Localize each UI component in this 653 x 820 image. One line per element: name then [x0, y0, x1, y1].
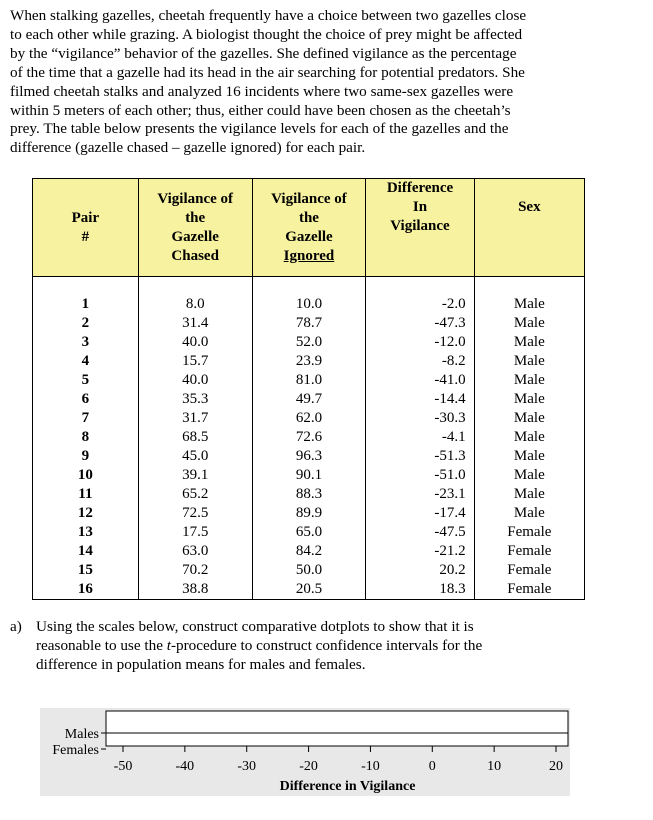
- difference-cell: -51.3: [366, 447, 474, 466]
- ignored-cell: 10.0: [252, 277, 366, 315]
- tick-label: 20: [549, 759, 563, 774]
- header-text: Difference: [386, 180, 454, 196]
- header-text: In: [412, 199, 428, 215]
- header-text: Sex: [518, 199, 541, 215]
- sex-cell: Male: [474, 428, 584, 447]
- ignored-cell: 20.5: [252, 580, 366, 600]
- row-label-females: Females: [52, 743, 99, 758]
- chased-cell: 70.2: [138, 561, 252, 580]
- x-axis-label: Difference in Vigilance: [279, 779, 416, 794]
- difference-cell: 18.3: [366, 580, 474, 600]
- table-row: [33, 277, 585, 315]
- header-text: Ignored: [283, 247, 335, 264]
- chased-cell: 31.4: [138, 314, 252, 333]
- sex-cell: Male: [474, 352, 584, 371]
- ignored-cell: 90.1: [252, 466, 366, 485]
- ignored-cell: 72.6: [252, 428, 366, 447]
- sex-cell: Male: [474, 466, 584, 485]
- intro-line: difference (gazelle chased – gazelle ignored) for each pair.: [10, 139, 366, 157]
- difference-cell: -14.4: [366, 390, 474, 409]
- sex-cell: Female: [474, 561, 584, 580]
- intro-line: within 5 meters of each other; thus, either could have been chosen as the cheetah’s: [10, 101, 511, 119]
- header-pair: [33, 179, 139, 277]
- difference-cell: -17.4: [366, 504, 474, 523]
- sex-cell: Male: [474, 390, 584, 409]
- ignored-cell: 89.9: [252, 504, 366, 523]
- sex-cell: Female: [474, 523, 584, 542]
- table-row: [33, 352, 585, 371]
- pair-cell: 8: [33, 428, 139, 447]
- ignored-cell: 65.0: [252, 523, 366, 542]
- intro-line: When stalking gazelles, cheetah frequently have a choice between two gazelles close: [10, 7, 527, 24]
- ignored-cell: 84.2: [252, 542, 366, 561]
- chased-cell: 8.0: [138, 277, 252, 315]
- chased-cell: 63.0: [138, 542, 252, 561]
- table-row: [33, 428, 585, 447]
- ignored-cell: 78.7: [252, 314, 366, 333]
- question-line: difference in population means for males and females.: [36, 655, 366, 673]
- header-text: the: [298, 209, 319, 226]
- chased-cell: 65.2: [138, 485, 252, 504]
- dotplot-svg: [40, 708, 570, 796]
- vigilance-table: [32, 178, 585, 600]
- header-text: the: [185, 209, 206, 226]
- pair-cell: 9: [33, 447, 139, 466]
- chased-cell: 40.0: [138, 371, 252, 390]
- ignored-cell: 50.0: [252, 561, 366, 580]
- chased-cell: 68.5: [138, 428, 252, 447]
- row-label-males: Males: [64, 727, 99, 742]
- intro-line: filmed cheetah stalks and analyzed 16 incidents where two same-sex gazelles were: [10, 82, 514, 100]
- table-row: [33, 542, 585, 561]
- chased-cell: 17.5: [138, 523, 252, 542]
- header-text: Chased: [171, 247, 219, 264]
- ignored-cell: 81.0: [252, 371, 366, 390]
- table-row: [33, 580, 585, 600]
- pair-cell: 6: [33, 390, 139, 409]
- ignored-cell: 52.0: [252, 333, 366, 352]
- sex-cell: Male: [474, 447, 584, 466]
- intro-line: by the “vigilance” behavior of the gazelles. She defined vigilance as the percentage: [10, 44, 517, 62]
- chased-cell: 15.7: [138, 352, 252, 371]
- ignored-cell: 88.3: [252, 485, 366, 504]
- italic-t: t: [166, 636, 171, 654]
- header-chased: [138, 179, 252, 277]
- pair-cell: 12: [33, 504, 139, 523]
- question-letter: a): [10, 618, 22, 635]
- table-row: [33, 333, 585, 352]
- difference-cell: -21.2: [366, 542, 474, 561]
- tick-label: 0: [428, 759, 436, 774]
- sex-cell: Male: [474, 504, 584, 523]
- sex-cell: Male: [474, 409, 584, 428]
- tick-label: -30: [237, 759, 257, 774]
- ignored-cell: 49.7: [252, 390, 366, 409]
- difference-cell: -4.1: [366, 428, 474, 447]
- table-row: [33, 504, 585, 523]
- header-text: Vigilance: [390, 218, 450, 234]
- pair-cell: 16: [33, 580, 139, 600]
- header-text: Vigilance of: [157, 190, 234, 207]
- tick-label: -10: [361, 759, 380, 774]
- table-row: [33, 314, 585, 333]
- table-row: [33, 485, 585, 504]
- difference-cell: -47.5: [366, 523, 474, 542]
- table-row: [33, 371, 585, 390]
- chased-cell: 31.7: [138, 409, 252, 428]
- problem-intro: [10, 7, 640, 158]
- table-row: [33, 466, 585, 485]
- intro-line: to each other while grazing. A biologist thought the choice of prey might be affected: [10, 25, 523, 43]
- sex-cell: Male: [474, 314, 584, 333]
- pair-cell: 2: [33, 314, 139, 333]
- difference-cell: -30.3: [366, 409, 474, 428]
- intro-line: prey. The table below presents the vigilance levels for each of the gazelles and the: [10, 120, 509, 138]
- pair-cell: 4: [33, 352, 139, 371]
- chased-cell: 38.8: [138, 580, 252, 600]
- sex-cell: Female: [474, 542, 584, 561]
- sex-cell: Male: [474, 485, 584, 504]
- pair-cell: 3: [33, 333, 139, 352]
- table-row: [33, 447, 585, 466]
- difference-cell: -47.3: [366, 314, 474, 333]
- table-row: [33, 390, 585, 409]
- pair-cell: 7: [33, 409, 139, 428]
- pair-cell: 13: [33, 523, 139, 542]
- pair-cell: 14: [33, 542, 139, 561]
- tick-label: -50: [113, 759, 133, 774]
- header-text: Gazelle: [171, 228, 219, 245]
- chased-cell: 40.0: [138, 333, 252, 352]
- pair-cell: 15: [33, 561, 139, 580]
- table-header-row: [33, 179, 585, 277]
- ignored-cell: 96.3: [252, 447, 366, 466]
- sex-cell: Male: [474, 277, 584, 315]
- table-row: [33, 409, 585, 428]
- intro-line: of the time that a gazelle had its head in the air searching for potential predators. She: [10, 63, 525, 81]
- ignored-cell: 23.9: [252, 352, 366, 371]
- tick-label: 10: [487, 759, 502, 774]
- tick-label: -20: [299, 759, 318, 774]
- chased-cell: 45.0: [138, 447, 252, 466]
- chased-cell: 39.1: [138, 466, 252, 485]
- table-row: [33, 523, 585, 542]
- header-sex: [474, 179, 584, 277]
- difference-cell: -2.0: [366, 277, 474, 315]
- difference-cell: -12.0: [366, 333, 474, 352]
- pair-cell: 11: [33, 485, 139, 504]
- header-text: Vigilance of: [271, 190, 347, 207]
- chased-cell: 35.3: [138, 390, 252, 409]
- header-difference: [366, 179, 474, 277]
- sex-cell: Male: [474, 371, 584, 390]
- header-text: #: [81, 228, 90, 245]
- difference-cell: -23.1: [366, 485, 474, 504]
- difference-cell: -8.2: [366, 352, 474, 371]
- question-a: [10, 618, 570, 675]
- header-text: Pair: [71, 209, 100, 226]
- header-ignored: [252, 179, 366, 277]
- difference-cell: -51.0: [366, 466, 474, 485]
- sex-cell: Female: [474, 580, 584, 600]
- header-text: Gazelle: [285, 228, 333, 245]
- sex-cell: Male: [474, 333, 584, 352]
- plot-frame: [106, 711, 568, 746]
- table-row: [33, 561, 585, 580]
- question-line: [36, 637, 570, 656]
- pair-cell: 1: [33, 277, 139, 315]
- tick-label: -40: [175, 759, 195, 774]
- pair-cell: 10: [33, 466, 139, 485]
- question-line-text: reasonable to use the t-procedure to construct confidence intervals for the: [36, 636, 483, 654]
- question-line: Using the scales below, construct comparative dotplots to show that it is: [36, 618, 474, 635]
- ignored-cell: 62.0: [252, 409, 366, 428]
- chased-cell: 72.5: [138, 504, 252, 523]
- pair-cell: 5: [33, 371, 139, 390]
- difference-cell: 20.2: [366, 561, 474, 580]
- difference-cell: -41.0: [366, 371, 474, 390]
- dotplot-area: [40, 708, 570, 796]
